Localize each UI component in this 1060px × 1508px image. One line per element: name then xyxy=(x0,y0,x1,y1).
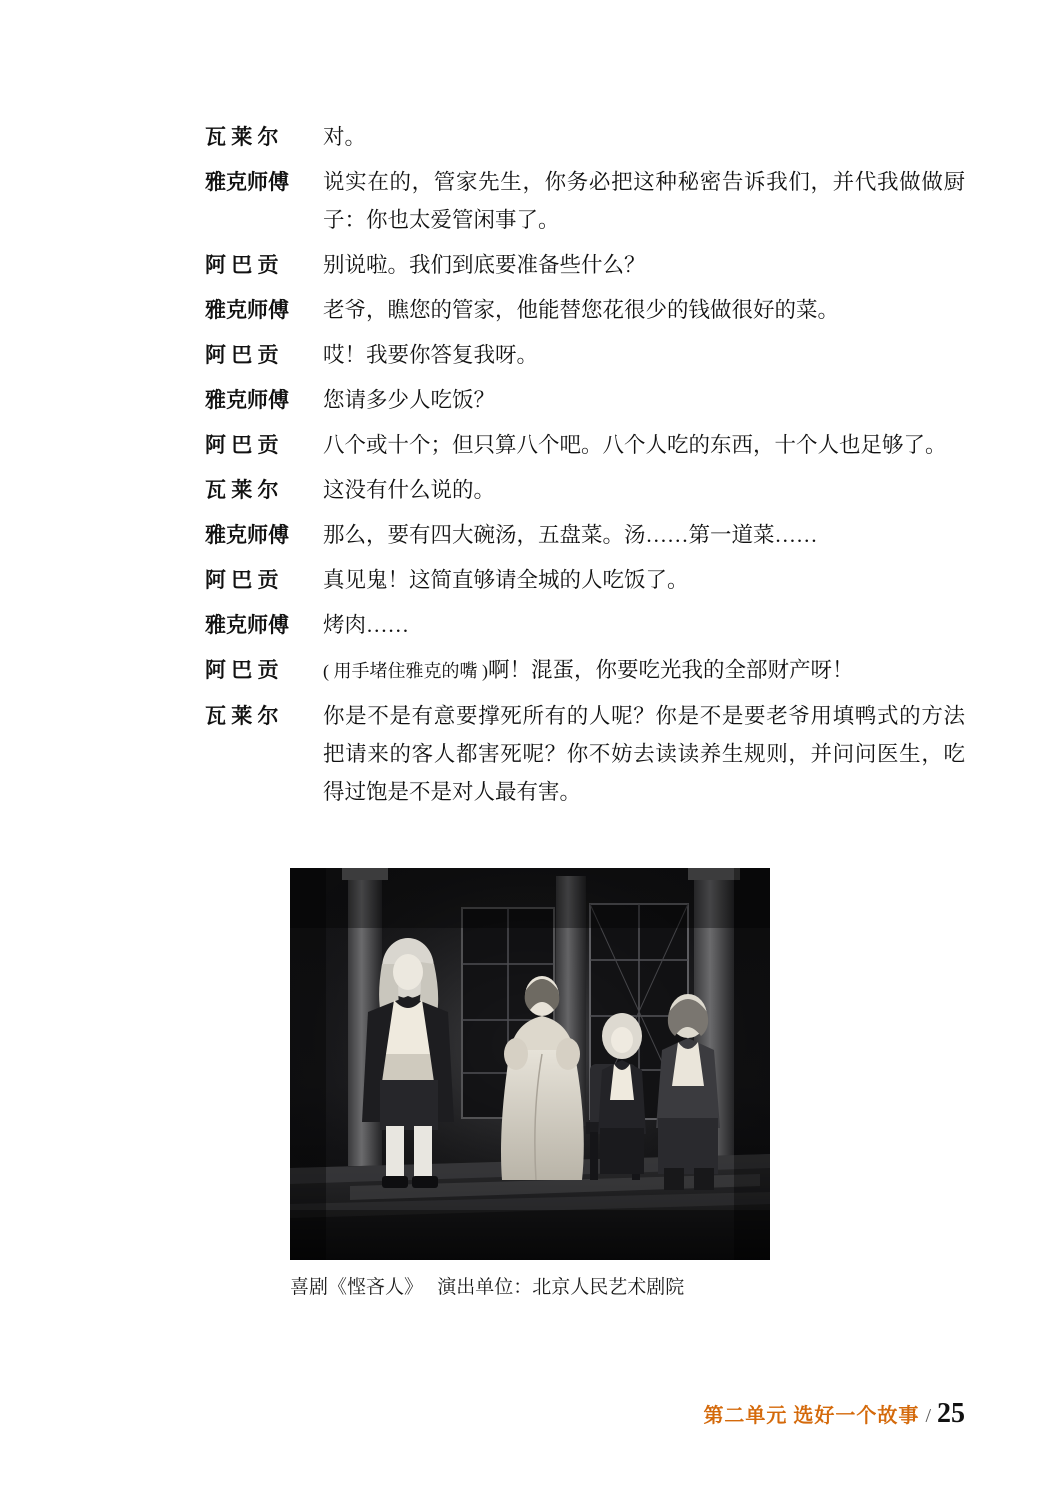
speaker-dialogue: 那么，要有四大碗汤，五盘菜。汤……第一道菜…… xyxy=(323,523,818,547)
figure xyxy=(290,868,770,1260)
figure-caption: 喜剧《悭吝人》 演出单位：北京人民艺术剧院 xyxy=(290,1277,685,1298)
script-line xyxy=(205,291,965,329)
page-footer xyxy=(703,1398,965,1430)
speaker-name: 雅克师傅 xyxy=(205,170,289,194)
stage-photo xyxy=(290,868,770,1260)
speaker-name: 瓦 莱 尔 xyxy=(205,125,279,149)
speaker-name: 雅克师傅 xyxy=(205,613,289,637)
speaker-dialogue: 真见鬼！这简直够请全城的人吃饭了。 xyxy=(323,568,689,592)
script-line xyxy=(205,561,965,599)
script-line xyxy=(205,471,965,509)
speaker-name: 阿 巴 贡 xyxy=(205,343,279,367)
speaker-name: 雅克师傅 xyxy=(205,523,289,547)
page-number: 25 xyxy=(937,1398,965,1429)
stage-direction: ( 用手堵住雅克的嘴 ) xyxy=(323,661,488,681)
speaker-dialogue: 八个或十个；但只算八个吧。八个人吃的东西，十个人也足够了。 xyxy=(323,433,947,457)
script-line xyxy=(205,336,965,374)
script-line xyxy=(205,606,965,644)
script-line xyxy=(205,651,965,690)
script-body xyxy=(205,118,965,818)
speaker-dialogue: 别说啦。我们到底要准备些什么？ xyxy=(323,253,646,277)
speaker-dialogue: 你是不是有意要撑死所有的人呢？你是不是要老爷用填鸭式的方法把请来的客人都害死呢？你不妨去读读养生规则，并问问医生，吃得过饱是不是对人最有害。 xyxy=(323,704,965,804)
speaker-name: 阿 巴 贡 xyxy=(205,568,279,592)
script-line xyxy=(205,426,965,464)
speaker-dialogue: 对。 xyxy=(323,125,367,149)
speaker-dialogue xyxy=(323,651,965,690)
speaker-dialogue: 老爷，瞧您的管家，他能替您花很少的钱做很好的菜。 xyxy=(323,298,840,322)
script-line xyxy=(205,246,965,284)
speaker-name: 瓦 莱 尔 xyxy=(205,704,279,728)
speaker-name: 瓦 莱 尔 xyxy=(205,478,279,502)
stage-photo-illustration xyxy=(290,868,770,1260)
speaker-name: 雅克师傅 xyxy=(205,298,289,322)
speaker-dialogue: 您请多少人吃饭？ xyxy=(323,388,496,412)
speaker-name: 阿 巴 贡 xyxy=(205,658,279,682)
script-line xyxy=(205,118,965,156)
script-line xyxy=(205,697,965,811)
speaker-name: 雅克师傅 xyxy=(205,388,289,412)
footer-unit-label: 第二单元 选好一个故事 xyxy=(703,1405,920,1427)
speaker-name: 阿 巴 贡 xyxy=(205,433,279,457)
footer-separator: / xyxy=(925,1405,931,1427)
speaker-dialogue: 烤肉…… xyxy=(323,613,410,637)
speaker-dialogue: 说实在的，管家先生，你务必把这种秘密告诉我们，并代我做做厨子：你也太爱管闲事了。 xyxy=(323,170,965,232)
speaker-name: 阿 巴 贡 xyxy=(205,253,279,277)
script-line xyxy=(205,516,965,554)
dialogue-rest: 啊！混蛋，你要吃光我的全部财产呀！ xyxy=(488,658,854,682)
speaker-dialogue: 哎！我要你答复我呀。 xyxy=(323,343,539,367)
script-line xyxy=(205,163,965,239)
script-line xyxy=(205,381,965,419)
speaker-dialogue: 这没有什么说的。 xyxy=(323,478,496,502)
